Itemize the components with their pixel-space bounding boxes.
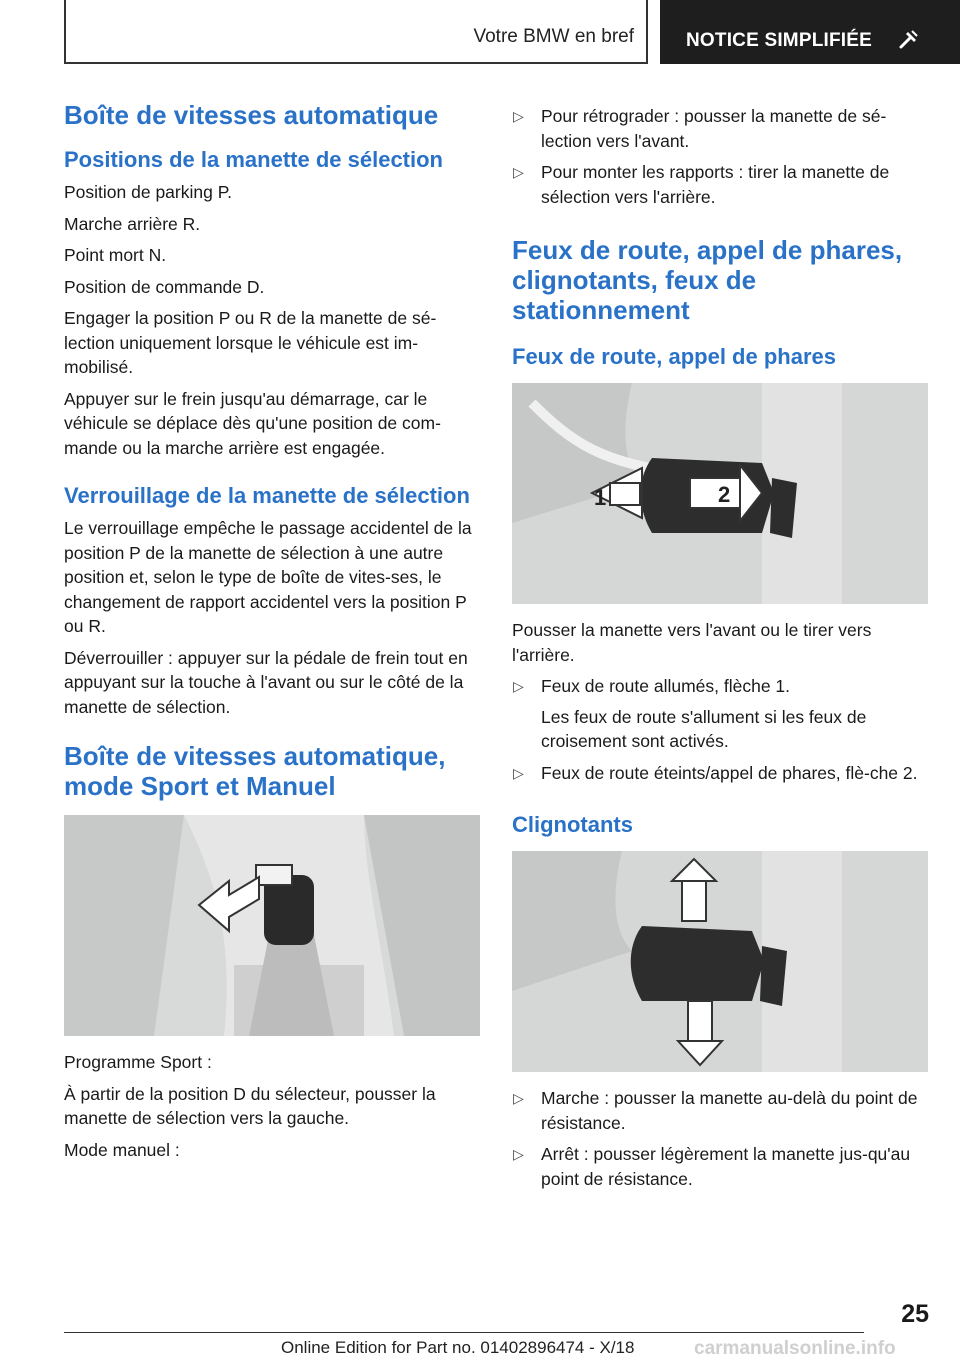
footer-divider xyxy=(64,1332,864,1333)
text-neutral: Point mort N. xyxy=(64,245,167,265)
high-beam-stalk-illustration xyxy=(512,383,928,604)
list-item xyxy=(512,761,928,786)
heading-selector-lock: Verrouillage de la manette de sélection xyxy=(64,483,470,508)
list-item-text: Arrêt : pousser légèrement la manette jus-qu'au point de résistance. xyxy=(541,1144,911,1189)
heading-turn-signals: Clignotants xyxy=(512,812,633,837)
tools-icon xyxy=(898,28,920,50)
high-beam-list xyxy=(512,674,928,785)
list-item-text: Feux de route allumés, flèche 1. xyxy=(541,676,791,696)
triangle-bullet-icon: ▷ xyxy=(513,764,524,781)
text-brake: Appuyer sur le frein jusqu'au démarrage, car le véhicule se déplace dès qu'une position de com-mande ou la marche arrière est engagée. xyxy=(64,388,441,458)
right-column xyxy=(512,104,928,1198)
left-column xyxy=(64,100,480,1169)
turn-signal-stalk-illustration xyxy=(512,851,928,1072)
heading-lights: Feux de route, appel de phares, clignotants, feux de stationnement xyxy=(512,235,903,325)
list-item xyxy=(512,160,928,209)
edition-text: Online Edition for Part no. 01402896474 - X/18 xyxy=(281,1338,635,1357)
text-push-pull: Pousser la manette vers l'avant ou le tirer vers l'arrière. xyxy=(512,620,872,665)
triangle-bullet-icon: ▷ xyxy=(513,1090,524,1106)
triangle-bullet-icon: ▷ xyxy=(513,164,524,180)
text-drive: Position de commande D. xyxy=(64,276,265,297)
list-item-text: Marche : pousser la manette au-delà du point de résistance. xyxy=(541,1088,918,1133)
list-item-text: Pour monter les rapports : tirer la manette de sélection vers l'arrière. xyxy=(541,162,890,207)
chapter-title: NOTICE SIMPLIFIÉE xyxy=(686,30,873,51)
text-sport-program: Programme Sport : xyxy=(64,1052,212,1072)
list-item-subtext: Les feux de route s'allument si les feux de croisement sont activés. xyxy=(541,706,867,751)
header-chapter-tab xyxy=(660,0,960,64)
text-parking: Position de parking P. xyxy=(64,182,232,202)
text-reverse: Marche arrière R. xyxy=(64,213,201,234)
list-item-text: Feux de route éteints/appel de phares, flè-che 2. xyxy=(541,762,918,783)
list-item xyxy=(512,1142,928,1191)
text-sport-desc: À partir de la position D du sélecteur, pousser la manette de sélection vers la gauche. xyxy=(64,1083,436,1128)
shift-list xyxy=(512,104,928,209)
page-number: 25 xyxy=(901,1300,929,1328)
heading-selector-positions: Positions de la manette de sélection xyxy=(64,147,443,172)
watermark-logo: carmanualsonline.info xyxy=(694,1338,896,1359)
arrow-2-label: 2 xyxy=(718,482,731,507)
list-item-text: Pour rétrograder : pousser la manette de sé-lection vers l'avant. xyxy=(541,106,887,151)
header-section-tab xyxy=(64,0,648,64)
heading-high-beam: Feux de route, appel de phares xyxy=(512,344,836,369)
heading-sport-manual: Boîte de vitesses automatique, mode Sport et Manuel xyxy=(64,741,446,801)
arrow-1-label: 1 xyxy=(594,485,607,510)
triangle-bullet-icon: ▷ xyxy=(513,108,524,124)
list-item xyxy=(512,674,928,754)
text-lock: Le verrouillage empêche le passage accidentel de la position P de la manette de sélection à une autre position et, selon le type de boîte de vites-ses, le changement de rapport accidentel vers la position P ou R. xyxy=(64,518,472,636)
section-title: Votre BMW en bref xyxy=(473,26,634,47)
list-item xyxy=(512,104,928,153)
list-item xyxy=(512,1086,928,1135)
triangle-bullet-icon: ▷ xyxy=(513,1146,524,1162)
text-unlock: Déverrouiller : appuyer sur la pédale de frein tout en appuyant sur la touche à l'avant ou sur le côté de la manette de sélection. xyxy=(64,647,468,717)
text-manual-mode: Mode manuel : xyxy=(64,1139,180,1160)
triangle-bullet-icon: ▷ xyxy=(513,678,524,694)
text-engage: Engager la position P ou R de la manette de sé-lection uniquement lorsque le véhicule est im-mobilisé. xyxy=(64,308,437,377)
heading-automatic-gearbox: Boîte de vitesses automatique xyxy=(64,100,439,130)
page-footer xyxy=(0,1300,960,1362)
turn-signal-list xyxy=(512,1086,928,1191)
gear-selector-illustration xyxy=(64,815,480,1036)
